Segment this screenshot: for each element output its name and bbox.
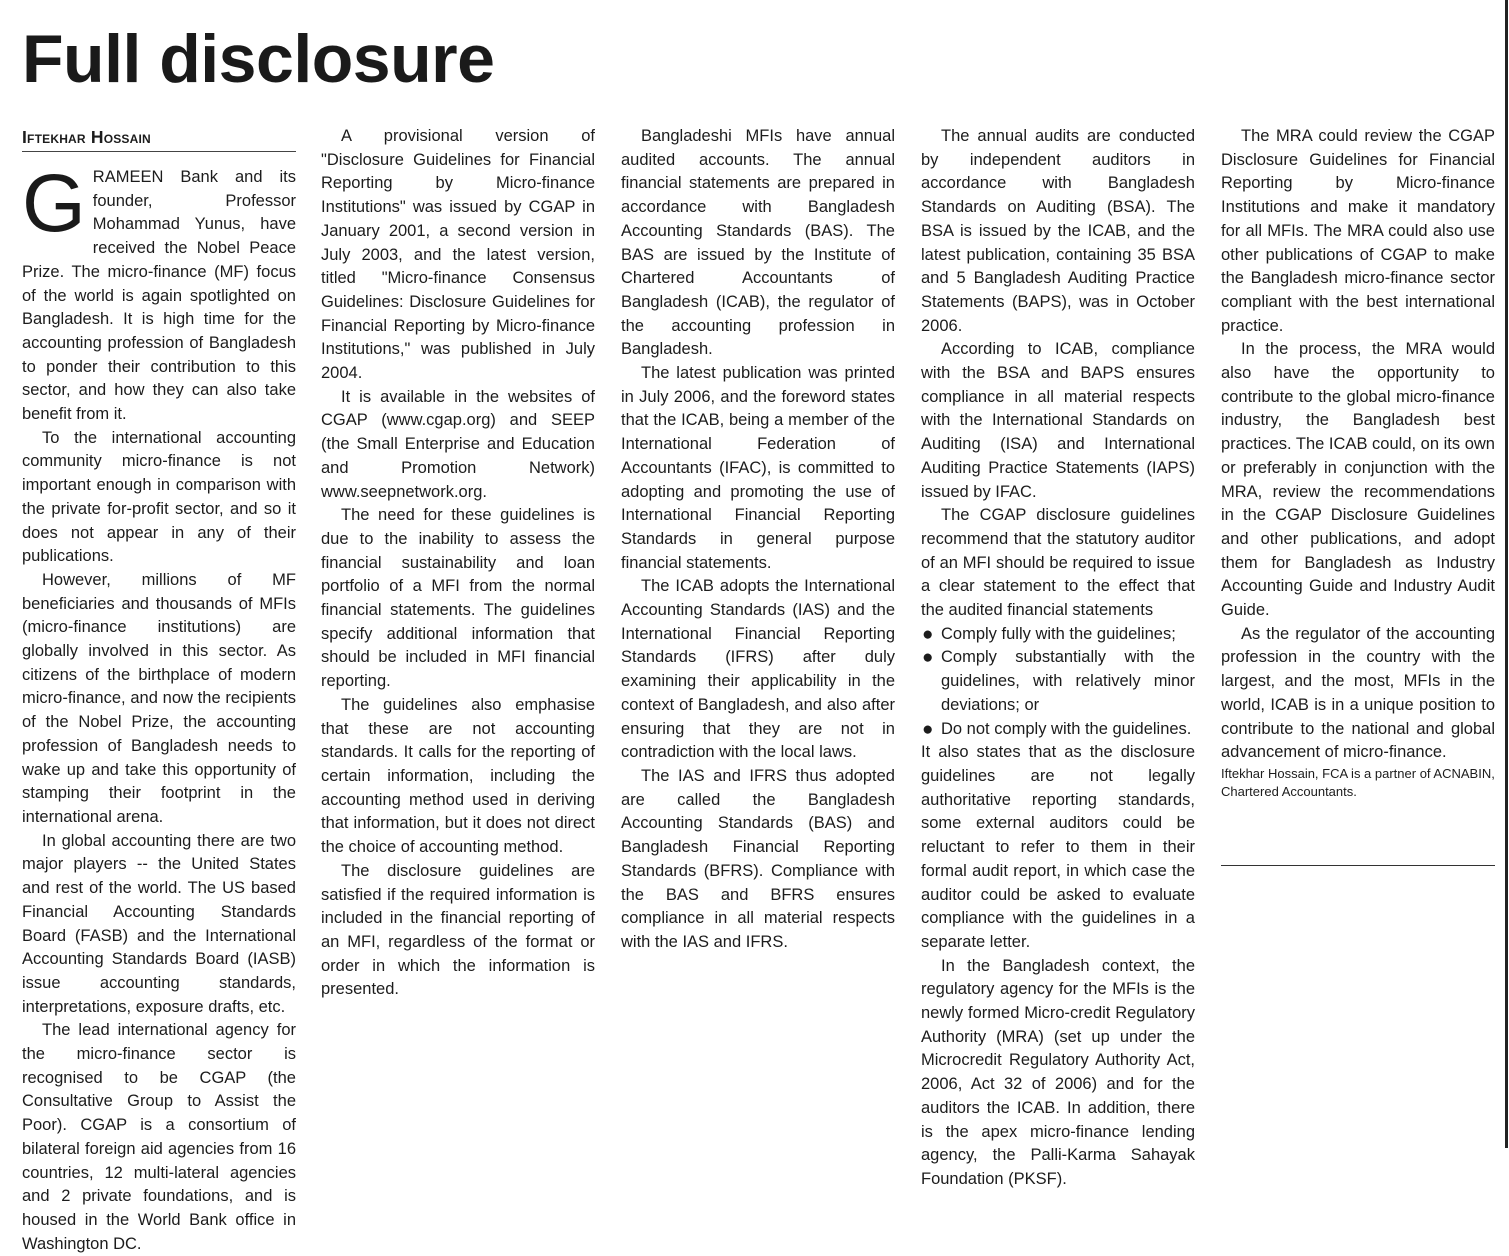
- lead-paragraph: [22, 158, 296, 427]
- paragraph: As the regulator of the accounting profession in the country with the largest, and the most, MFIs in the world, ICAB is in a unique position to contribute to the national and global advancement of micro-finance.: [1221, 624, 1495, 762]
- bullet-item: ● Comply fully with the guidelines;: [922, 623, 1176, 645]
- paragraph: The guidelines also emphasise that these are not accounting standards. It calls for the reporting of certain information, including the accounting method used in deriving that information, but it does not direct the choice of accounting method.: [321, 695, 595, 857]
- paragraph: The disclosure guidelines are satisfied if the required information is included in the financial reporting of an MFI, regardless of the format or order in which the information is presented.: [321, 861, 595, 999]
- column-1: [22, 125, 296, 1253]
- paragraph: A provisional version of "Disclosure Guidelines for Financial Reporting by Micro-finance Institutions" was issued by CGAP in January 2001, a second version in July 2003, and the latest version, titled "Micro-finance Consensus Guidelines: Disclosure Guidelines for Financial Reporting by Micro-finance Institutions," was published in July 2004.: [321, 127, 595, 383]
- paragraph: Bangladeshi MFIs have annual audited accounts. The annual financial statements are prepared in accordance with Bangladesh Accounting Standards (BAS). The BAS are issued by the Institute of Chartered Accountants of Bangladesh (ICAB), the regulator of the accounting profession in Bangladesh.: [621, 127, 895, 359]
- paragraph: The CGAP disclosure guidelines recommend that the statutory auditor of an MFI should be required to issue a clear statement to the effect that the audited financial statements: [921, 506, 1195, 620]
- paragraph: In the process, the MRA would also have the opportunity to contribute to the global micro-finance industry, the Bangladesh best practices. The ICAB could, on its own or preferably in conjunction with the MRA, review the recommendations in the CGAP Disclosure Guidelines and other publications, and adopt them for Bangladesh as Industry Accounting Guide and Industry Audit Guide.: [1221, 340, 1495, 620]
- column-3: [621, 125, 895, 1145]
- paragraph: In global accounting there are two major players -- the United States and rest of the world. The US based Financial Accounting Standards Board (FASB) and the International Accounting Standards Board (IASB) issue accounting standards, interpretations, exposure drafts, etc.: [22, 831, 296, 1016]
- paragraph: The latest publication was printed in July 2006, and the foreword states that the ICAB, being a member of the International Federation of Accountants (IFAC), is committed to adopting and promoting the use of International Financial Reporting Standards in general purpose financial statements.: [621, 364, 895, 572]
- column-5: [1221, 125, 1495, 1145]
- lead-paragraph-text: RAMEEN Bank and its founder, Professor Mohammad Yunus, have received the Nobel Peace Prize. The micro-finance (MF) focus of the world is again spotlighted on Bangladesh. It is high time for the accounting profession of Bangladesh to ponder their contribution to this sector, and how they can also take benefit from it.: [22, 168, 296, 424]
- column-2: [321, 125, 595, 1145]
- end-rule: [1221, 865, 1495, 866]
- bullet-item: ● Do not comply with the guidelines.: [922, 718, 1192, 740]
- article-title: Full disclosure: [22, 21, 495, 97]
- paragraph: The MRA could review the CGAP Disclosure Guidelines for Financial Reporting by Micro-finance Institutions and make it mandatory for all MFIs. The MRA could also use other publications of CGAP to make the Bangladesh micro-finance sector compliant with the best international practice.: [1221, 127, 1495, 335]
- paragraph: The IAS and IFRS thus adopted are called the Bangladesh Accounting Standards (BAS) and Bangladesh Financial Reporting Standards (BFRS). Compliance with the BAS and BFRS ensures compliance in all material respects with the IAS and IFRS.: [621, 766, 895, 951]
- author-note: Iftekhar Hossain, FCA is a partner of ACNABIN, Chartered Accountants.: [1221, 765, 1495, 799]
- paragraph: According to ICAB, compliance with the BSA and BAPS ensures compliance in all material respects with the International Standards on Auditing (ISA) and International Auditing Practice Statements (IAPS) issued by IFAC.: [921, 340, 1195, 501]
- paragraph: The need for these guidelines is due to the inability to assess the financial sustainability and loan portfolio of a MFI from the normal financial statements. The guidelines specify additional information that should be included in MFI financial reporting.: [321, 506, 595, 691]
- paragraph: The annual audits are conducted by independent auditors in accordance with Bangladesh Standards on Auditing (BSA). The BSA is issued by the ICAB, and the latest publication, containing 35 BSA and 5 Bangladesh Auditing Practice Statements (BAPS), was in October 2006.: [921, 127, 1195, 335]
- paragraph: The ICAB adopts the International Accounting Standards (IAS) and the International Financial Reporting Standards (IFRS) after duly examining their applicability in the context of Bangladesh, and also after ensuring that they are not in contradiction with the local laws.: [621, 577, 895, 762]
- drop-cap: G: [22, 158, 86, 249]
- paragraph: It also states that as the disclosure guidelines are not legally authoritative reporting standards, some external auditors could be reluctant to refer to them in their formal audit report, in which case the auditor could be asked to evaluate compliance with the guidelines in a separate letter.: [921, 743, 1195, 951]
- paragraph: It is available in the websites of CGAP (www.cgap.org) and SEEP (the Small Enterprise and Education and Promotion Network) www.seepnetwork.org.: [321, 387, 595, 501]
- paragraph: In the Bangladesh context, the regulatory agency for the MFIs is the newly formed Micro-credit Regulatory Authority (MRA) (set up under the Microcredit Regulatory Authority Act, 2006, Act 32 of 2006) and for the auditors the ICAB. In addition, there is the apex micro-finance lending agency, the Palli-Karma Sahayak Foundation (PKSF).: [921, 956, 1195, 1188]
- page-edge-rule: [1505, 0, 1508, 1148]
- bullet-item: ● Comply substantially with the guidelines, with relatively minor deviations; or: [922, 647, 1195, 714]
- paragraph: To the international accounting community micro-finance is not important enough in comparison with the private for-profit sector, and so it does not appear in any of their publications.: [22, 428, 296, 566]
- column-4: [921, 125, 1195, 1188]
- bullet-dot-icon: ●: [922, 718, 934, 740]
- bullet-dot-icon: ●: [922, 623, 934, 645]
- byline: Iftekhar Hossain: [22, 125, 296, 152]
- paragraph: However, millions of MF beneficiaries and thousands of MFIs (micro-finance institutions) are globally involved in this sector. As citizens of the birthplace of modern micro-finance, and now the recipients of the Nobel Prize, the accounting profession of Bangladesh needs to wake up and take this opportunity of stamping their footprint in the international arena.: [22, 570, 296, 826]
- bullet-list: [921, 623, 1195, 742]
- bullet-dot-icon: ●: [922, 647, 934, 669]
- paragraph: The lead international agency for the micro-finance sector is recognised to be CGAP (the Consultative Group to Assist the Poor). CGAP is a consortium of bilateral foreign aid agencies from 16 countries, 12 multi-lateral agencies and 2 private foundations, and is housed in the World Bank office in Washington DC.: [22, 1021, 296, 1253]
